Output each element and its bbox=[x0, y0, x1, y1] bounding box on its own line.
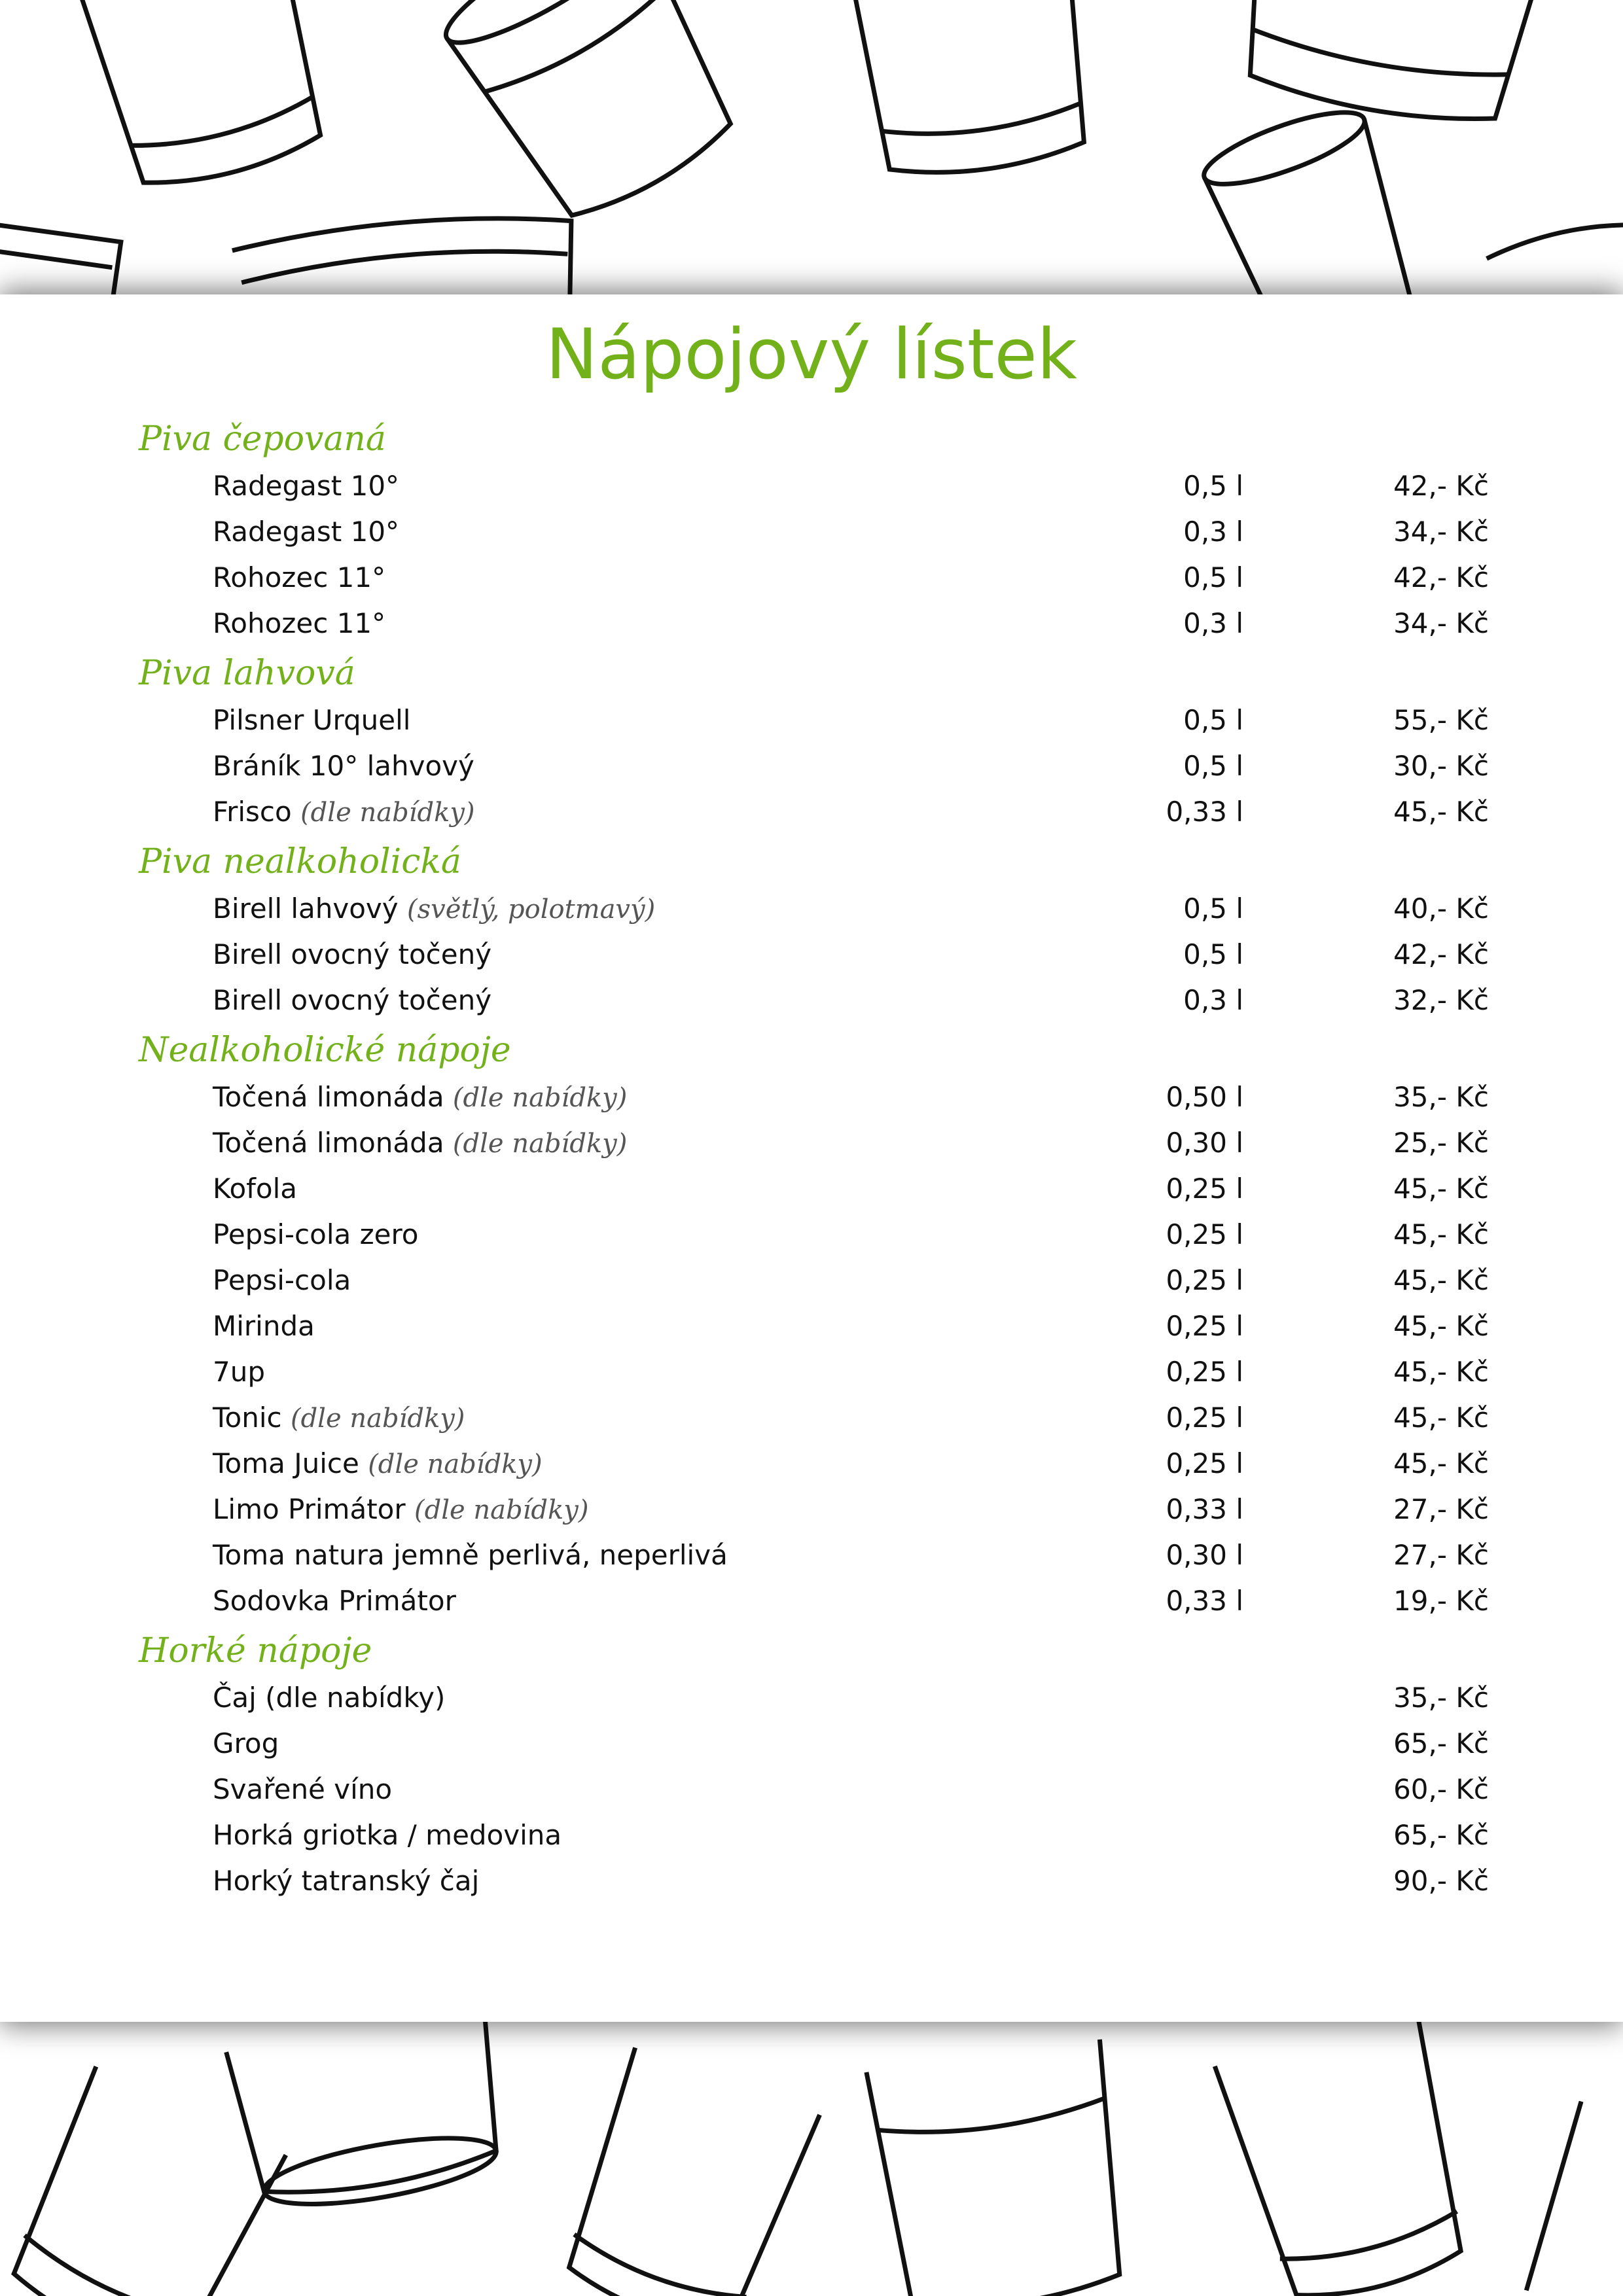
item-name-wrapper bbox=[213, 1858, 479, 1904]
section-title: Piva nealkoholická bbox=[139, 842, 461, 881]
item-volume: 0,5 l bbox=[1183, 704, 1243, 736]
menu-item bbox=[0, 1812, 1623, 1858]
item-price: 55,- Kč bbox=[1393, 704, 1489, 736]
item-name-wrapper bbox=[213, 1349, 265, 1395]
item-name: Horký tatranský čaj bbox=[213, 1865, 480, 1897]
item-volume: 0,5 l bbox=[1183, 750, 1243, 782]
item-note: (dle nabídky) bbox=[452, 1083, 628, 1113]
menu-item bbox=[0, 698, 1623, 743]
menu-item bbox=[0, 1349, 1623, 1395]
item-name: Pepsi-cola zero bbox=[213, 1218, 419, 1250]
menu-item bbox=[0, 1532, 1623, 1578]
item-name-wrapper bbox=[213, 1578, 456, 1624]
menu-item bbox=[0, 555, 1623, 601]
item-name-wrapper bbox=[213, 1212, 419, 1258]
section-title: Piva čepovaná bbox=[139, 419, 386, 459]
glass-sketch-illustration bbox=[0, 0, 1623, 308]
item-price: 45,- Kč bbox=[1393, 796, 1489, 828]
item-volume: 0,25 l bbox=[1166, 1218, 1243, 1250]
menu-item bbox=[0, 789, 1623, 835]
item-volume: 0,3 l bbox=[1183, 607, 1243, 639]
item-volume: 0,33 l bbox=[1166, 1493, 1243, 1525]
item-volume: 0,30 l bbox=[1166, 1539, 1243, 1571]
item-volume: 0,30 l bbox=[1166, 1127, 1243, 1159]
menu-item bbox=[0, 886, 1623, 932]
item-volume: 0,25 l bbox=[1166, 1264, 1243, 1296]
drinks-menu bbox=[0, 412, 1623, 1904]
item-price: 34,- Kč bbox=[1393, 607, 1489, 639]
item-price: 40,- Kč bbox=[1393, 892, 1489, 925]
menu-item bbox=[0, 463, 1623, 509]
item-volume: 0,25 l bbox=[1166, 1356, 1243, 1388]
item-name-wrapper bbox=[213, 1812, 562, 1858]
item-name-wrapper bbox=[213, 555, 385, 601]
menu-item bbox=[0, 1258, 1623, 1303]
item-name-wrapper bbox=[213, 1675, 445, 1721]
menu-panel bbox=[0, 294, 1623, 2022]
item-volume: 0,3 l bbox=[1183, 984, 1243, 1016]
item-volume: 0,33 l bbox=[1166, 796, 1243, 828]
item-name-wrapper bbox=[213, 1721, 279, 1767]
menu-item bbox=[0, 1166, 1623, 1212]
item-price: 30,- Kč bbox=[1393, 750, 1489, 782]
item-note: (dle nabídky) bbox=[290, 1404, 465, 1434]
menu-item bbox=[0, 1721, 1623, 1767]
item-name-wrapper bbox=[213, 1258, 351, 1303]
menu-item bbox=[0, 1578, 1623, 1624]
page-title: Nápojový lístek bbox=[545, 314, 1078, 395]
item-name-wrapper bbox=[213, 978, 491, 1023]
item-name-wrapper bbox=[213, 1487, 588, 1533]
item-name: Toma natura jemně perlivá, neperlivá bbox=[213, 1539, 728, 1571]
section-title: Horké nápoje bbox=[139, 1631, 372, 1670]
menu-item bbox=[0, 601, 1623, 646]
item-name-wrapper bbox=[213, 1120, 627, 1167]
item-volume: 0,5 l bbox=[1183, 470, 1243, 502]
menu-item bbox=[0, 1212, 1623, 1258]
item-name-wrapper bbox=[213, 886, 655, 932]
item-price: 34,- Kč bbox=[1393, 516, 1489, 548]
background-glasses-top bbox=[0, 0, 1623, 308]
item-volume: 0,5 l bbox=[1183, 892, 1243, 925]
item-name: Radegast 10° bbox=[213, 516, 400, 548]
item-name-wrapper bbox=[213, 1166, 297, 1212]
menu-item bbox=[0, 1395, 1623, 1441]
item-name: Toma Juice bbox=[213, 1447, 359, 1479]
item-volume: 0,25 l bbox=[1166, 1402, 1243, 1434]
item-note: (světlý, polotmavý) bbox=[407, 894, 656, 925]
item-price: 45,- Kč bbox=[1393, 1218, 1489, 1250]
item-price: 42,- Kč bbox=[1393, 470, 1489, 502]
menu-section bbox=[0, 1629, 1623, 1904]
item-price: 45,- Kč bbox=[1393, 1310, 1489, 1342]
item-note: (dle nabídky) bbox=[414, 1495, 589, 1525]
item-name-wrapper bbox=[213, 509, 399, 555]
item-name: Pilsner Urquell bbox=[213, 704, 411, 736]
item-name: Birell ovocný točený bbox=[213, 938, 492, 970]
item-price: 60,- Kč bbox=[1393, 1773, 1489, 1805]
item-price: 35,- Kč bbox=[1393, 1081, 1489, 1113]
item-volume: 0,25 l bbox=[1166, 1173, 1243, 1205]
item-name: Birell ovocný točený bbox=[213, 984, 492, 1016]
item-note: (dle nabídky) bbox=[452, 1129, 628, 1159]
menu-item bbox=[0, 1120, 1623, 1166]
item-name-wrapper bbox=[213, 1767, 392, 1812]
item-name: Pepsi-cola bbox=[213, 1264, 351, 1296]
item-price: 65,- Kč bbox=[1393, 1727, 1489, 1759]
item-price: 25,- Kč bbox=[1393, 1127, 1489, 1159]
glass-sketch-illustration bbox=[0, 2015, 1623, 2296]
item-price: 27,- Kč bbox=[1393, 1539, 1489, 1571]
menu-item bbox=[0, 1074, 1623, 1120]
item-note: (dle nabídky) bbox=[368, 1449, 543, 1479]
menu-section bbox=[0, 652, 1623, 835]
item-price: 35,- Kč bbox=[1393, 1682, 1489, 1714]
item-name-wrapper bbox=[213, 463, 399, 509]
item-price: 45,- Kč bbox=[1393, 1447, 1489, 1479]
item-price: 65,- Kč bbox=[1393, 1819, 1489, 1851]
item-name-wrapper bbox=[213, 698, 410, 743]
item-volume: 0,50 l bbox=[1166, 1081, 1243, 1113]
item-name-wrapper bbox=[213, 1441, 543, 1487]
item-name: Frisco bbox=[213, 796, 292, 828]
item-name: Rohozec 11° bbox=[213, 561, 386, 593]
item-price: 32,- Kč bbox=[1393, 984, 1489, 1016]
section-title: Nealkoholické nápoje bbox=[139, 1031, 511, 1070]
item-name-wrapper bbox=[213, 1395, 465, 1441]
item-name: Horká griotka / medovina bbox=[213, 1819, 562, 1851]
item-name: Svařené víno bbox=[213, 1773, 393, 1805]
item-name-wrapper bbox=[213, 1074, 627, 1121]
menu-section bbox=[0, 417, 1623, 646]
item-price: 27,- Kč bbox=[1393, 1493, 1489, 1525]
item-name: Birell lahvový bbox=[213, 892, 399, 925]
item-name: Rohozec 11° bbox=[213, 607, 386, 639]
item-note: (dle nabídky) bbox=[300, 798, 475, 828]
item-price: 19,- Kč bbox=[1393, 1585, 1489, 1617]
item-price: 90,- Kč bbox=[1393, 1865, 1489, 1897]
menu-item bbox=[0, 509, 1623, 555]
menu-item bbox=[0, 1675, 1623, 1721]
item-volume: 0,3 l bbox=[1183, 516, 1243, 548]
menu-section bbox=[0, 840, 1623, 1023]
menu-item bbox=[0, 1487, 1623, 1532]
menu-item bbox=[0, 978, 1623, 1023]
menu-section bbox=[0, 1029, 1623, 1624]
item-volume: 0,25 l bbox=[1166, 1310, 1243, 1342]
item-name-wrapper bbox=[213, 789, 475, 836]
item-volume: 0,5 l bbox=[1183, 938, 1243, 970]
item-name: Kofola bbox=[213, 1173, 298, 1205]
item-volume: 0,33 l bbox=[1166, 1585, 1243, 1617]
item-name-wrapper bbox=[213, 1303, 315, 1349]
item-name: Sodovka Primátor bbox=[213, 1585, 456, 1617]
item-volume: 0,25 l bbox=[1166, 1447, 1243, 1479]
item-price: 42,- Kč bbox=[1393, 938, 1489, 970]
menu-item bbox=[0, 1303, 1623, 1349]
item-name: 7up bbox=[213, 1356, 266, 1388]
item-name: Radegast 10° bbox=[213, 470, 400, 502]
item-price: 45,- Kč bbox=[1393, 1402, 1489, 1434]
menu-item bbox=[0, 932, 1623, 978]
menu-item bbox=[0, 1858, 1623, 1904]
menu-item bbox=[0, 1767, 1623, 1812]
item-price: 45,- Kč bbox=[1393, 1356, 1489, 1388]
menu-item bbox=[0, 1441, 1623, 1487]
item-name: Mirinda bbox=[213, 1310, 315, 1342]
item-price: 45,- Kč bbox=[1393, 1264, 1489, 1296]
item-price: 42,- Kč bbox=[1393, 561, 1489, 593]
section-title: Piva lahvová bbox=[139, 654, 355, 693]
item-name: Točená limonáda bbox=[213, 1081, 444, 1113]
item-name: Točená limonáda bbox=[213, 1127, 444, 1159]
background-glasses-bottom bbox=[0, 2015, 1623, 2296]
item-price: 45,- Kč bbox=[1393, 1173, 1489, 1205]
item-name: Bráník 10° lahvový bbox=[213, 750, 474, 782]
item-name: Čaj (dle nabídky) bbox=[213, 1682, 446, 1714]
item-name-wrapper bbox=[213, 743, 474, 789]
item-name-wrapper bbox=[213, 1532, 728, 1578]
item-name-wrapper bbox=[213, 601, 385, 646]
menu-item bbox=[0, 743, 1623, 789]
item-volume: 0,5 l bbox=[1183, 561, 1243, 593]
item-name: Grog bbox=[213, 1727, 279, 1759]
item-name: Limo Primátor bbox=[213, 1493, 406, 1525]
item-name-wrapper bbox=[213, 932, 491, 978]
item-name: Tonic bbox=[213, 1402, 282, 1434]
